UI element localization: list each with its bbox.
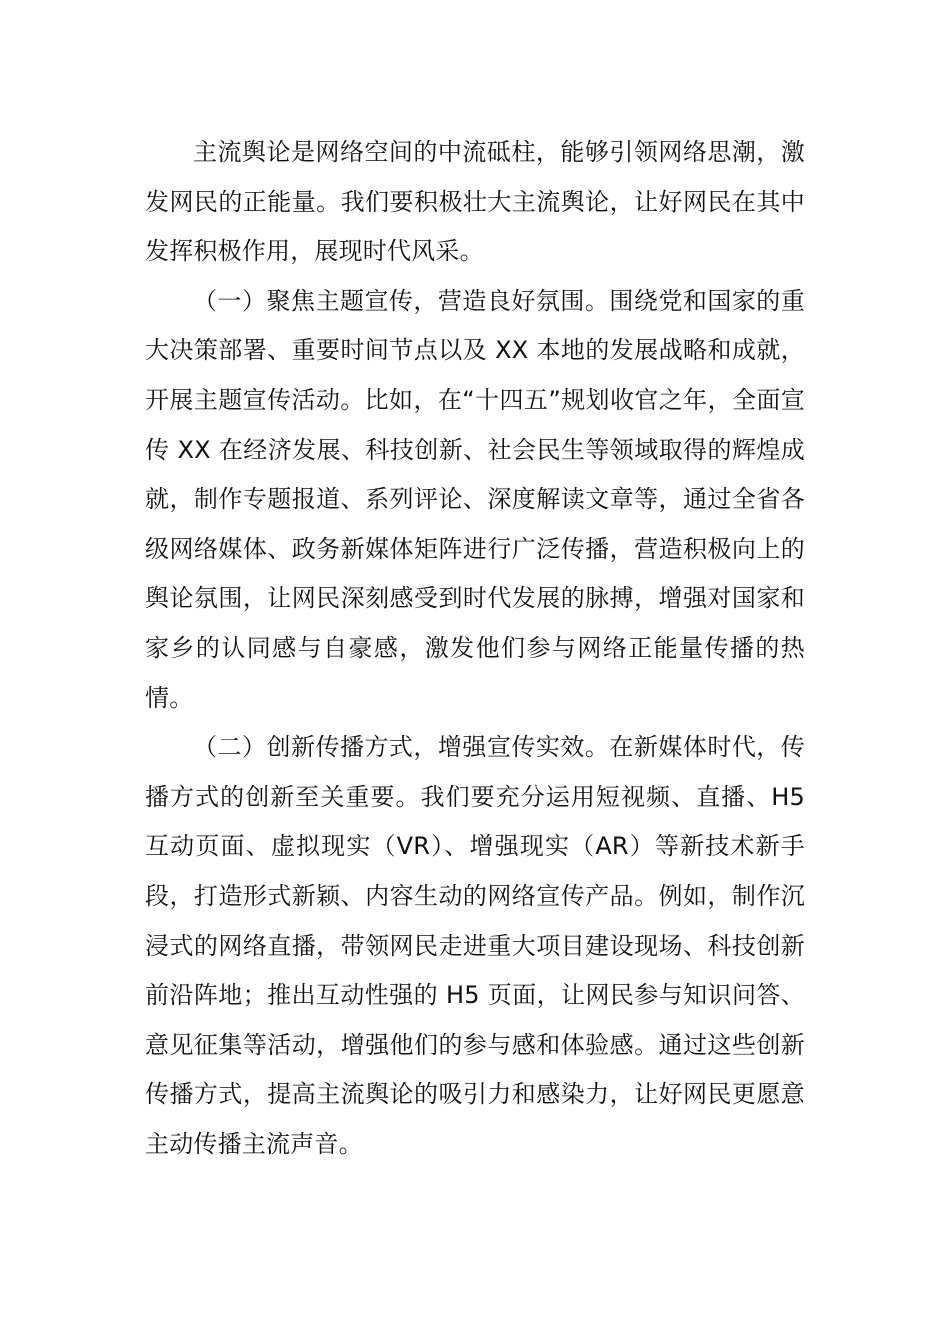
document-body <box>145 128 805 1169</box>
paragraph-section-2: （二）创新传播方式，增强宣传实效。在新媒体时代，传播方式的创新至关重要。我们要充分运用短视频、直播、H5 互动页面、虚拟现实（VR）、增强现实（AR）等新技术新手段，打造形式新颖、内容生动的网络宣传产品。例如，制作沉浸式的网络直播，带领网民走进重大项目建设现场、科技创新前沿阵地；推出互动性强的 H5 页面，让网民参与知识问答、意见征集等活动，增强他们的参与感和体验感。通过这些创新传播方式，提高主流舆论的吸引力和感染力，让好网民更愿意主动传播主流声音。 <box>145 733 805 1158</box>
paragraph-intro: 主流舆论是网络空间的中流砥柱，能够引领网络思潮，激发网民的正能量。我们要积极壮大主流舆论，让好网民在其中发挥积极作用，展现时代风采。 <box>145 138 805 266</box>
paragraph-section-1: （一）聚焦主题宣传，营造良好氛围。围绕党和国家的重大决策部署、重要时间节点以及 XX 本地的发展战略和成就，开展主题宣传活动。比如，在“十四五”规划收官之年，全面宣传 XX 在经济发展、科技创新、社会民生等领域取得的辉煌成就，制作专题报道、系列评论、深度解读文章等，通过全省各级网络媒体、政务新媒体矩阵进行广泛传播，营造积极向上的舆论氛围，让网民深刻感受到时代发展的脉搏，增强对国家和家乡的认同感与自豪感，激发他们参与网络正能量传播的热情。 <box>145 286 805 712</box>
